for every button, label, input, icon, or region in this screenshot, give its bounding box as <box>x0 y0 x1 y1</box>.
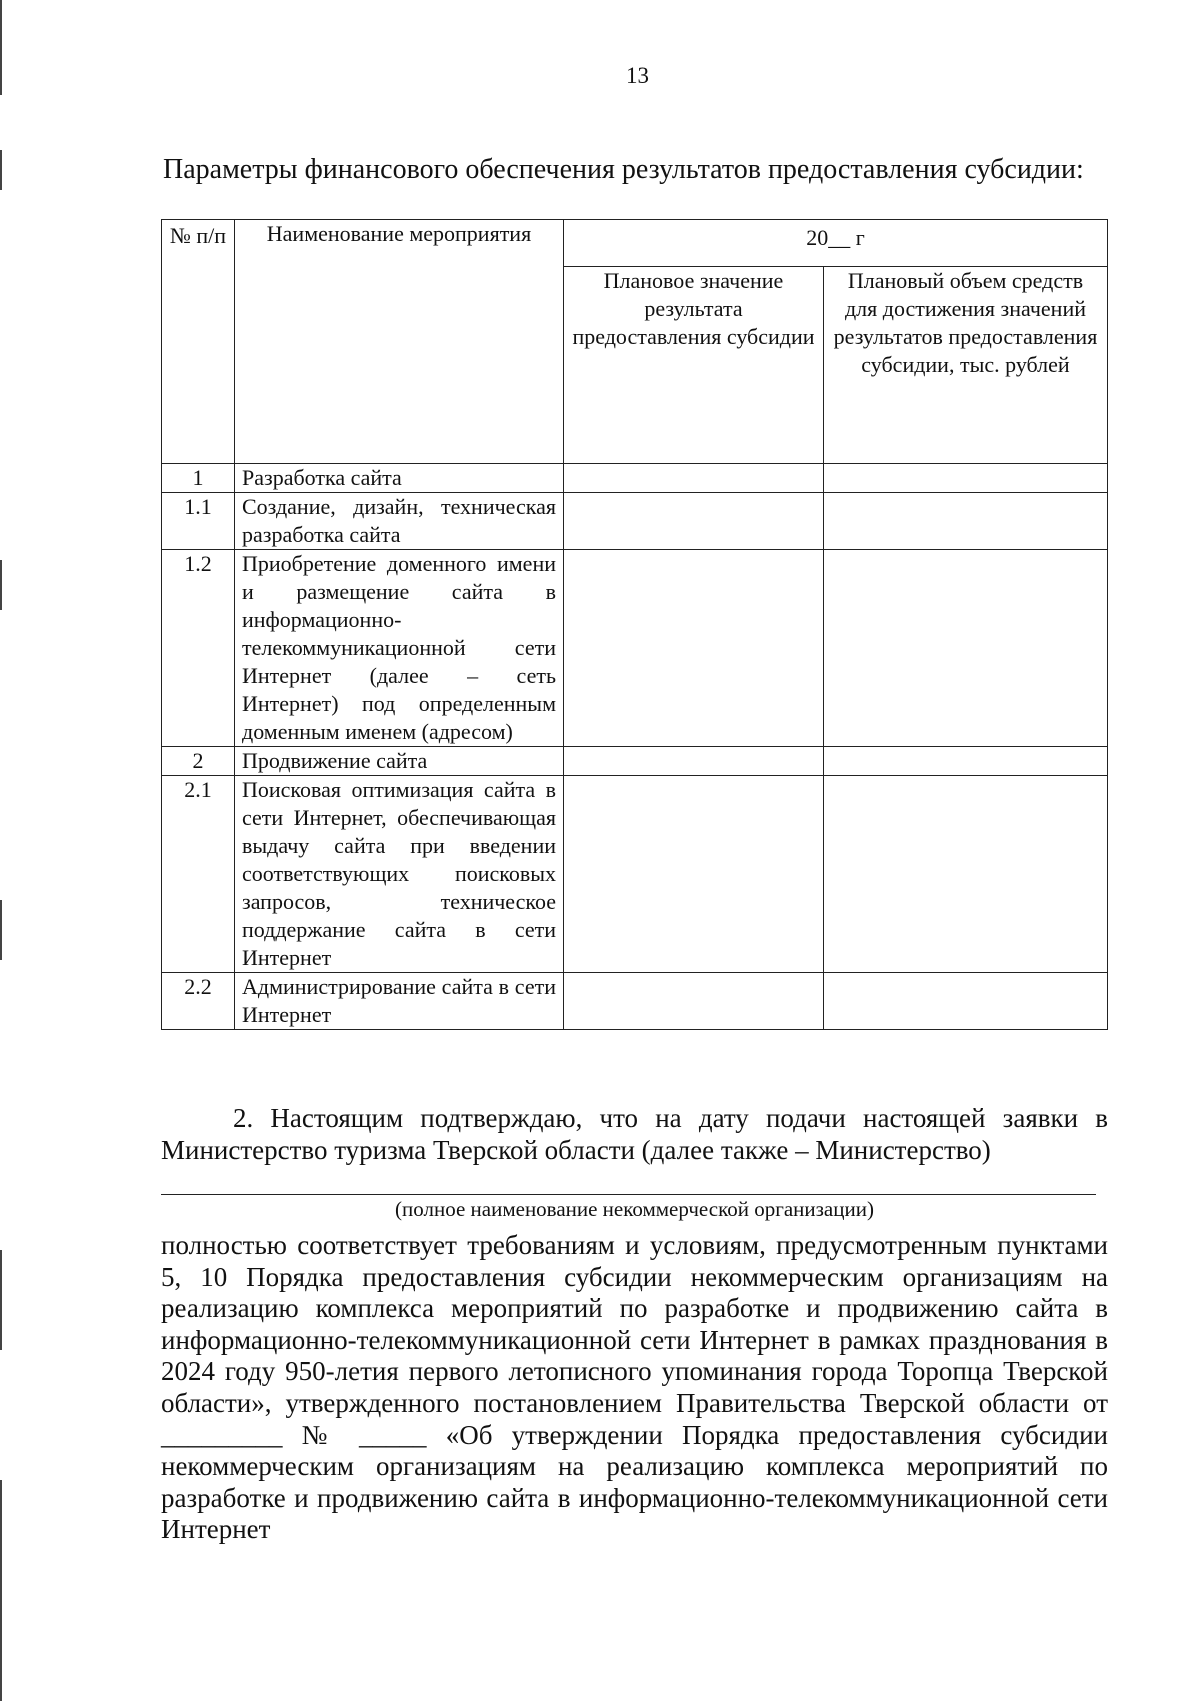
body-text: полностью соответствует требованиям и условиям, предусмотренным пунктами 5, 10 Порядка предоставления субсидии некоммерческим организациям на реализацию комплекса мероприятий по разработке и продвижению сайта в информационно-телекоммуникационной сети Интернет в рамках празднования в 2024 году 950-летия первого летописного упоминания города Торопца Тверской области», утвержденного постановлением Правительства Тверской области от _________ № _____ «Об утверждении Порядка предоставления субсидии некоммерческим организациям на реализацию комплекса мероприятий по разработке и продвижению сайта в информационно-телекоммуникационной сети Интернет <box>161 1230 1108 1545</box>
row-num: 2.1 <box>162 776 235 973</box>
row-plan-volume <box>824 776 1108 973</box>
row-num: 2.2 <box>162 973 235 1030</box>
table-row <box>162 550 1108 747</box>
row-plan-value <box>564 550 824 747</box>
header-num: № п/п <box>162 220 235 464</box>
table-row <box>162 464 1108 493</box>
header-name: Наименование мероприятия <box>235 220 564 464</box>
org-name-caption: (полное наименование некоммерческой организации) <box>395 1197 874 1221</box>
row-plan-value <box>564 747 824 776</box>
row-plan-value <box>564 464 824 493</box>
page-number: 13 <box>626 63 649 88</box>
table-row <box>162 973 1108 1030</box>
header-plan-value: Плановое значение результата предоставления субсидии <box>564 267 824 464</box>
financial-parameters-table <box>161 219 1108 1030</box>
row-plan-volume <box>824 493 1108 550</box>
row-plan-value <box>564 776 824 973</box>
row-plan-volume <box>824 747 1108 776</box>
row-name: Разработка сайта <box>235 464 564 493</box>
row-name: Администрирование сайта в сети Интернет <box>235 973 564 1030</box>
row-num: 1 <box>162 464 235 493</box>
table-header-row <box>162 220 1108 267</box>
row-plan-volume <box>824 550 1108 747</box>
row-plan-value <box>564 973 824 1030</box>
row-plan-volume <box>824 973 1108 1030</box>
row-name: Приобретение доменного имени и размещение сайта в информационно-телекоммуникационной сети Интернет (далее – сеть Интернет) под определенным доменным именем (адресом) <box>235 550 564 747</box>
table-row <box>162 493 1108 550</box>
row-num: 1.2 <box>162 550 235 747</box>
row-name: Поисковая оптимизация сайта в сети Интернет, обеспечивающая выдачу сайта при введении соответствующих поисковых запросов, техническое поддержание сайта в сети Интернет <box>235 776 564 973</box>
row-plan-value <box>564 493 824 550</box>
table-row <box>162 776 1108 973</box>
row-num: 2 <box>162 747 235 776</box>
page-title: Параметры финансового обеспечения результатов предоставления субсидии: <box>163 154 1084 185</box>
row-plan-volume <box>824 464 1108 493</box>
paragraph-2: 2. Настоящим подтверждаю, что на дату подачи настоящей заявки в Министерство туризма Тверской области (далее также – Министерство) <box>161 1103 1108 1165</box>
table-row <box>162 747 1108 776</box>
header-year: 20__ г <box>564 220 1108 267</box>
row-name: Создание, дизайн, техническая разработка сайта <box>235 493 564 550</box>
org-name-blank-line <box>161 1194 1096 1195</box>
row-name: Продвижение сайта <box>235 747 564 776</box>
row-num: 1.1 <box>162 493 235 550</box>
header-plan-volume: Плановый объем средств для достижения значений результатов предоставления субсидии, тыс. рублей <box>824 267 1108 464</box>
scan-edge-marks <box>0 0 3 1701</box>
